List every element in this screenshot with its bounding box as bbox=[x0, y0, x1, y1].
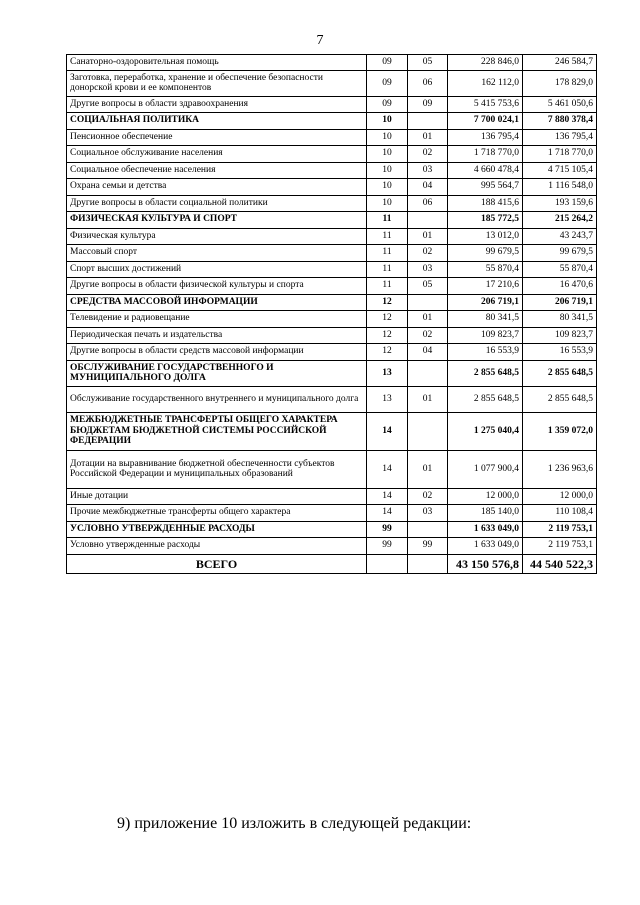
row-subsection-code-cell bbox=[408, 294, 448, 310]
table-row bbox=[67, 162, 597, 178]
row-name-cell: Охрана семьи и детства bbox=[67, 178, 367, 195]
row-value-year1-cell: 17 210,6 bbox=[448, 277, 523, 294]
row-value-year1-cell: 12 000,0 bbox=[448, 488, 523, 504]
row-name-cell: Санаторно-оздоровительная помощь bbox=[67, 55, 367, 71]
row-name-cell: Пенсионное обеспечение bbox=[67, 129, 367, 145]
row-subsection-code-cell bbox=[408, 360, 448, 386]
row-value-year2-cell: 2 855 648,5 bbox=[523, 360, 597, 386]
total-empty-cell bbox=[367, 554, 408, 573]
row-value-year2-cell: 99 679,5 bbox=[523, 244, 597, 261]
row-section-code-cell: 13 bbox=[367, 360, 408, 386]
table-section-row bbox=[67, 294, 597, 310]
row-section-code-cell: 11 bbox=[367, 277, 408, 294]
total-label-cell: ВСЕГО bbox=[67, 554, 367, 573]
row-section-code-cell: 11 bbox=[367, 228, 408, 244]
row-value-year2-cell: 109 823,7 bbox=[523, 327, 597, 343]
budget-table bbox=[66, 54, 597, 574]
row-value-year1-cell: 1 718 770,0 bbox=[448, 145, 523, 162]
row-value-year2-cell: 2 119 753,1 bbox=[523, 521, 597, 537]
row-name-cell: Другие вопросы в области средств массовой информации bbox=[67, 343, 367, 360]
row-name-cell: Обслуживание государственного внутреннего и муниципального долга bbox=[67, 386, 367, 412]
row-subsection-code-cell: 04 bbox=[408, 178, 448, 195]
row-subsection-code-cell: 99 bbox=[408, 537, 448, 554]
total-value-year2-cell: 44 540 522,3 bbox=[523, 554, 597, 573]
row-subsection-code-cell: 02 bbox=[408, 145, 448, 162]
row-section-code-cell: 14 bbox=[367, 488, 408, 504]
row-subsection-code-cell: 06 bbox=[408, 70, 448, 96]
row-value-year2-cell: 16 553,9 bbox=[523, 343, 597, 360]
row-value-year1-cell: 162 112,0 bbox=[448, 70, 523, 96]
table-row bbox=[67, 277, 597, 294]
row-section-code-cell: 10 bbox=[367, 112, 408, 129]
row-value-year2-cell: 215 264,2 bbox=[523, 211, 597, 228]
row-value-year2-cell: 1 718 770,0 bbox=[523, 145, 597, 162]
table-row bbox=[67, 244, 597, 261]
row-name-cell: Заготовка, переработка, хранение и обеспечение безопасности донорской крови и ее компонентов bbox=[67, 70, 367, 96]
row-subsection-code-cell: 02 bbox=[408, 244, 448, 261]
table-section-row bbox=[67, 521, 597, 537]
row-value-year2-cell: 193 159,6 bbox=[523, 195, 597, 211]
total-empty-cell bbox=[408, 554, 448, 573]
row-value-year1-cell: 185 140,0 bbox=[448, 504, 523, 521]
row-name-cell: СОЦИАЛЬНАЯ ПОЛИТИКА bbox=[67, 112, 367, 129]
row-name-cell: ОБСЛУЖИВАНИЕ ГОСУДАРСТВЕННОГО И МУНИЦИПАЛЬНОГО ДОЛГА bbox=[67, 360, 367, 386]
row-value-year2-cell: 178 829,0 bbox=[523, 70, 597, 96]
table-row bbox=[67, 537, 597, 554]
row-section-code-cell: 09 bbox=[367, 55, 408, 71]
row-value-year2-cell: 12 000,0 bbox=[523, 488, 597, 504]
table-row bbox=[67, 504, 597, 521]
row-section-code-cell: 13 bbox=[367, 386, 408, 412]
row-value-year1-cell: 55 870,4 bbox=[448, 261, 523, 277]
table-total-row bbox=[67, 554, 597, 573]
row-section-code-cell: 14 bbox=[367, 504, 408, 521]
row-value-year2-cell: 55 870,4 bbox=[523, 261, 597, 277]
row-value-year1-cell: 80 341,5 bbox=[448, 310, 523, 327]
row-subsection-code-cell: 05 bbox=[408, 55, 448, 71]
row-name-cell: Другие вопросы в области здравоохранения bbox=[67, 96, 367, 112]
row-name-cell: СРЕДСТВА МАССОВОЙ ИНФОРМАЦИИ bbox=[67, 294, 367, 310]
row-subsection-code-cell: 01 bbox=[408, 310, 448, 327]
row-subsection-code-cell: 05 bbox=[408, 277, 448, 294]
row-section-code-cell: 99 bbox=[367, 537, 408, 554]
row-subsection-code-cell: 09 bbox=[408, 96, 448, 112]
total-value-year1-cell: 43 150 576,8 bbox=[448, 554, 523, 573]
row-name-cell: ФИЗИЧЕСКАЯ КУЛЬТУРА И СПОРТ bbox=[67, 211, 367, 228]
row-name-cell: Прочие межбюджетные трансферты общего характера bbox=[67, 504, 367, 521]
row-subsection-code-cell bbox=[408, 112, 448, 129]
row-subsection-code-cell bbox=[408, 521, 448, 537]
row-value-year1-cell: 2 855 648,5 bbox=[448, 360, 523, 386]
table-row bbox=[67, 228, 597, 244]
row-subsection-code-cell: 01 bbox=[408, 129, 448, 145]
row-subsection-code-cell: 02 bbox=[408, 327, 448, 343]
row-section-code-cell: 09 bbox=[367, 70, 408, 96]
row-value-year1-cell: 2 855 648,5 bbox=[448, 386, 523, 412]
row-name-cell: Другие вопросы в области физической культуры и спорта bbox=[67, 277, 367, 294]
row-subsection-code-cell: 03 bbox=[408, 162, 448, 178]
row-name-cell: МЕЖБЮДЖЕТНЫЕ ТРАНСФЕРТЫ ОБЩЕГО ХАРАКТЕРА БЮДЖЕТАМ БЮДЖЕТНОЙ СИСТЕМЫ РОССИЙСКОЙ ФЕДЕРАЦИИ bbox=[67, 412, 367, 450]
row-value-year1-cell: 109 823,7 bbox=[448, 327, 523, 343]
row-subsection-code-cell: 03 bbox=[408, 504, 448, 521]
row-section-code-cell: 14 bbox=[367, 450, 408, 488]
row-value-year2-cell: 43 243,7 bbox=[523, 228, 597, 244]
row-value-year2-cell: 1 116 548,0 bbox=[523, 178, 597, 195]
table-section-row bbox=[67, 112, 597, 129]
amendment-text: 9) приложение 10 изложить в следующей редакции: bbox=[117, 815, 472, 832]
row-value-year2-cell: 110 108,4 bbox=[523, 504, 597, 521]
row-value-year2-cell: 136 795,4 bbox=[523, 129, 597, 145]
row-value-year2-cell: 2 119 753,1 bbox=[523, 537, 597, 554]
row-section-code-cell: 10 bbox=[367, 162, 408, 178]
row-name-cell: Дотации на выравнивание бюджетной обеспеченности субъектов Российской Федерации и муниципальных образований bbox=[67, 450, 367, 488]
table-section-row bbox=[67, 211, 597, 228]
row-section-code-cell: 11 bbox=[367, 244, 408, 261]
table-row bbox=[67, 129, 597, 145]
row-section-code-cell: 14 bbox=[367, 412, 408, 450]
table-row bbox=[67, 178, 597, 195]
table-section-row bbox=[67, 360, 597, 386]
row-value-year2-cell: 7 880 378,4 bbox=[523, 112, 597, 129]
row-value-year1-cell: 228 846,0 bbox=[448, 55, 523, 71]
row-section-code-cell: 10 bbox=[367, 145, 408, 162]
row-value-year1-cell: 188 415,6 bbox=[448, 195, 523, 211]
row-value-year1-cell: 1 077 900,4 bbox=[448, 450, 523, 488]
row-value-year1-cell: 13 012,0 bbox=[448, 228, 523, 244]
row-value-year1-cell: 5 415 753,6 bbox=[448, 96, 523, 112]
table-row bbox=[67, 386, 597, 412]
row-section-code-cell: 11 bbox=[367, 261, 408, 277]
row-value-year1-cell: 16 553,9 bbox=[448, 343, 523, 360]
row-value-year2-cell: 4 715 105,4 bbox=[523, 162, 597, 178]
row-subsection-code-cell: 01 bbox=[408, 450, 448, 488]
table-row bbox=[67, 55, 597, 71]
row-value-year1-cell: 136 795,4 bbox=[448, 129, 523, 145]
row-section-code-cell: 10 bbox=[367, 129, 408, 145]
table-row bbox=[67, 145, 597, 162]
budget-table-body bbox=[67, 55, 597, 574]
row-value-year2-cell: 16 470,6 bbox=[523, 277, 597, 294]
row-section-code-cell: 12 bbox=[367, 294, 408, 310]
row-subsection-code-cell: 01 bbox=[408, 228, 448, 244]
row-value-year2-cell: 206 719,1 bbox=[523, 294, 597, 310]
row-value-year2-cell: 1 236 963,6 bbox=[523, 450, 597, 488]
row-section-code-cell: 12 bbox=[367, 343, 408, 360]
table-row bbox=[67, 488, 597, 504]
row-subsection-code-cell bbox=[408, 412, 448, 450]
row-subsection-code-cell: 03 bbox=[408, 261, 448, 277]
row-value-year1-cell: 4 660 478,4 bbox=[448, 162, 523, 178]
row-name-cell: Телевидение и радиовещание bbox=[67, 310, 367, 327]
row-value-year1-cell: 1 633 049,0 bbox=[448, 521, 523, 537]
row-name-cell: Массовый спорт bbox=[67, 244, 367, 261]
row-value-year2-cell: 80 341,5 bbox=[523, 310, 597, 327]
row-name-cell: Периодическая печать и издательства bbox=[67, 327, 367, 343]
row-section-code-cell: 12 bbox=[367, 327, 408, 343]
row-value-year2-cell: 2 855 648,5 bbox=[523, 386, 597, 412]
table-row bbox=[67, 96, 597, 112]
row-value-year1-cell: 7 700 024,1 bbox=[448, 112, 523, 129]
row-name-cell: Физическая культура bbox=[67, 228, 367, 244]
table-row bbox=[67, 195, 597, 211]
row-subsection-code-cell: 01 bbox=[408, 386, 448, 412]
table-row bbox=[67, 343, 597, 360]
table-row bbox=[67, 450, 597, 488]
row-name-cell: УСЛОВНО УТВЕРЖДЕННЫЕ РАСХОДЫ bbox=[67, 521, 367, 537]
row-value-year1-cell: 1 633 049,0 bbox=[448, 537, 523, 554]
row-section-code-cell: 12 bbox=[367, 310, 408, 327]
row-value-year1-cell: 206 719,1 bbox=[448, 294, 523, 310]
table-section-row bbox=[67, 412, 597, 450]
row-subsection-code-cell: 06 bbox=[408, 195, 448, 211]
row-name-cell: Социальное обеспечение населения bbox=[67, 162, 367, 178]
row-subsection-code-cell bbox=[408, 211, 448, 228]
table-row bbox=[67, 327, 597, 343]
table-row bbox=[67, 310, 597, 327]
row-name-cell: Другие вопросы в области социальной политики bbox=[67, 195, 367, 211]
row-subsection-code-cell: 04 bbox=[408, 343, 448, 360]
page-number: 7 bbox=[316, 33, 324, 48]
row-value-year1-cell: 1 275 040,4 bbox=[448, 412, 523, 450]
row-name-cell: Иные дотации bbox=[67, 488, 367, 504]
row-subsection-code-cell: 02 bbox=[408, 488, 448, 504]
row-section-code-cell: 10 bbox=[367, 178, 408, 195]
row-value-year1-cell: 185 772,5 bbox=[448, 211, 523, 228]
row-value-year2-cell: 246 584,7 bbox=[523, 55, 597, 71]
row-section-code-cell: 11 bbox=[367, 211, 408, 228]
row-name-cell: Социальное обслуживание населения bbox=[67, 145, 367, 162]
table-row bbox=[67, 70, 597, 96]
row-value-year1-cell: 995 564,7 bbox=[448, 178, 523, 195]
row-value-year1-cell: 99 679,5 bbox=[448, 244, 523, 261]
row-section-code-cell: 09 bbox=[367, 96, 408, 112]
row-name-cell: Условно утвержденные расходы bbox=[67, 537, 367, 554]
row-section-code-cell: 10 bbox=[367, 195, 408, 211]
row-section-code-cell: 99 bbox=[367, 521, 408, 537]
row-value-year2-cell: 1 359 072,0 bbox=[523, 412, 597, 450]
row-value-year2-cell: 5 461 050,6 bbox=[523, 96, 597, 112]
table-row bbox=[67, 261, 597, 277]
row-name-cell: Спорт высших достижений bbox=[67, 261, 367, 277]
